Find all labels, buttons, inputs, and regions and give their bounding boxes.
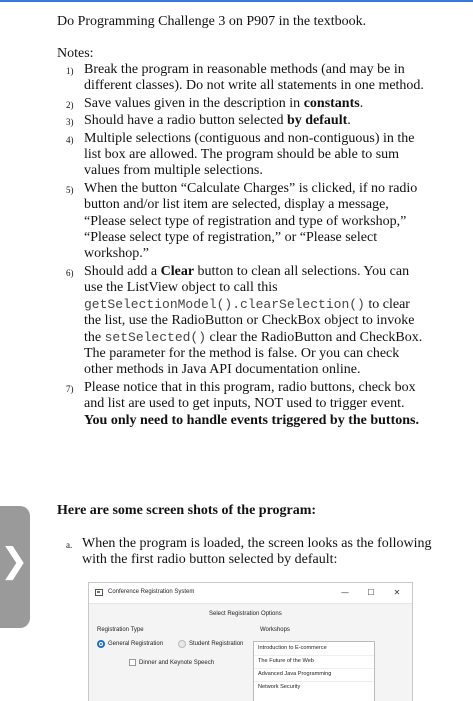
dinner-checkbox[interactable] xyxy=(129,659,136,666)
window-title: Conference Registration System xyxy=(108,589,195,595)
item-text: When the button “Calculate Charges” is clicked, if no radio button and/or list item are selected, display a message, “Please select type of registration and type of workshop,” “Please select type of registration,” or “Please select workshop.” xyxy=(84,180,418,262)
item-text: Multiple selections (contiguous and non-contiguous) in the list box are allowed. The program should be able to sum values from multiple selections. xyxy=(84,130,415,179)
app-window-screenshot xyxy=(88,582,413,701)
workshops-label: Workshops xyxy=(260,627,290,633)
item-bold-text: constants xyxy=(303,95,360,111)
item-text: Save values given in the description in xyxy=(84,95,304,111)
item-text: Break the program in reasonable methods (and may be in different classes). Do not write all statements in one method. xyxy=(84,62,424,94)
item-bold-text: You only need to handle events triggered by the buttons. xyxy=(84,412,419,428)
sub-item-letter: a. xyxy=(66,540,73,550)
maximize-button[interactable]: ☐ xyxy=(367,588,375,597)
radio-general-registration[interactable] xyxy=(97,640,105,648)
top-accent-line xyxy=(0,0,473,2)
list-divider xyxy=(254,681,374,682)
code-snippet: getSelectionModel().clearSelection() xyxy=(84,296,365,312)
list-item xyxy=(66,131,426,180)
sub-item-a xyxy=(66,536,442,569)
radio-student-label: Student Registration xyxy=(189,641,244,647)
registration-type-label: Registration Type xyxy=(97,627,144,633)
list-item xyxy=(66,264,426,379)
item-text: button to clean all selections. You can use the ListView object to call this xyxy=(84,263,410,296)
close-button[interactable]: ✕ xyxy=(393,588,401,597)
workshop-list-item[interactable]: Advanced Java Programming xyxy=(258,671,332,677)
select-options-label: Select Registration Options xyxy=(209,611,282,617)
item-number: 6) xyxy=(66,267,74,278)
workshop-list-item[interactable]: Network Security xyxy=(258,684,301,690)
item-text: to clear the list, use the RadioButton or CheckBox object to invoke the xyxy=(84,296,415,345)
sub-item-text: When the program is loaded, the screen looks as the following with the first radio button selected by default: xyxy=(82,536,432,568)
intro-text: Do Programming Challenge 3 on P907 in the textbook. xyxy=(57,14,367,29)
item-text: Should add a xyxy=(84,263,161,279)
radio-student-registration[interactable] xyxy=(178,640,186,648)
workshop-list-item[interactable]: The Future of the Web xyxy=(258,658,314,664)
item-text: Should have a radio button selected xyxy=(84,113,287,129)
item-number: 2) xyxy=(66,99,74,110)
minimize-button[interactable]: — xyxy=(341,588,349,597)
list-divider xyxy=(254,668,374,669)
notes-list xyxy=(66,62,426,430)
list-item xyxy=(66,380,426,429)
item-bold-text: Clear xyxy=(160,263,195,279)
window-body xyxy=(89,604,412,701)
list-item xyxy=(66,62,426,95)
dinner-checkbox-label: Dinner and Keynote Speech xyxy=(139,660,215,666)
item-number: 5) xyxy=(66,184,74,195)
item-text: Please notice that in this program, radio buttons, check box and list are used to get inputs, NOT used to trigger event. xyxy=(84,379,416,412)
code-snippet: setSelected() xyxy=(104,329,207,345)
workshop-list-item[interactable]: Introduction to E-commerce xyxy=(258,645,327,651)
item-text: . xyxy=(359,95,364,111)
item-text: . xyxy=(347,113,351,129)
notes-label: Notes: xyxy=(57,46,94,61)
item-number: 4) xyxy=(66,134,74,145)
chevron-right-icon: ❯ xyxy=(0,541,29,581)
list-item xyxy=(66,181,426,263)
app-icon xyxy=(95,589,103,596)
workshops-listbox[interactable] xyxy=(253,641,375,701)
item-number: 3) xyxy=(66,117,74,128)
list-divider xyxy=(254,655,374,656)
item-bold-text: by default xyxy=(286,113,348,129)
list-item xyxy=(66,96,426,112)
radio-general-label: General Registration xyxy=(108,641,164,647)
item-text: clear the RadioButton and CheckBox. The parameter for the method is false. Or you can check other methods in Java API documentation online. xyxy=(84,329,423,378)
screenshots-heading: Here are some screen shots of the program: xyxy=(57,503,317,518)
item-number: 7) xyxy=(66,383,74,394)
window-titlebar xyxy=(89,583,412,604)
item-number: 1) xyxy=(66,66,74,76)
side-nav-tab[interactable] xyxy=(0,506,30,628)
list-item xyxy=(66,113,426,129)
